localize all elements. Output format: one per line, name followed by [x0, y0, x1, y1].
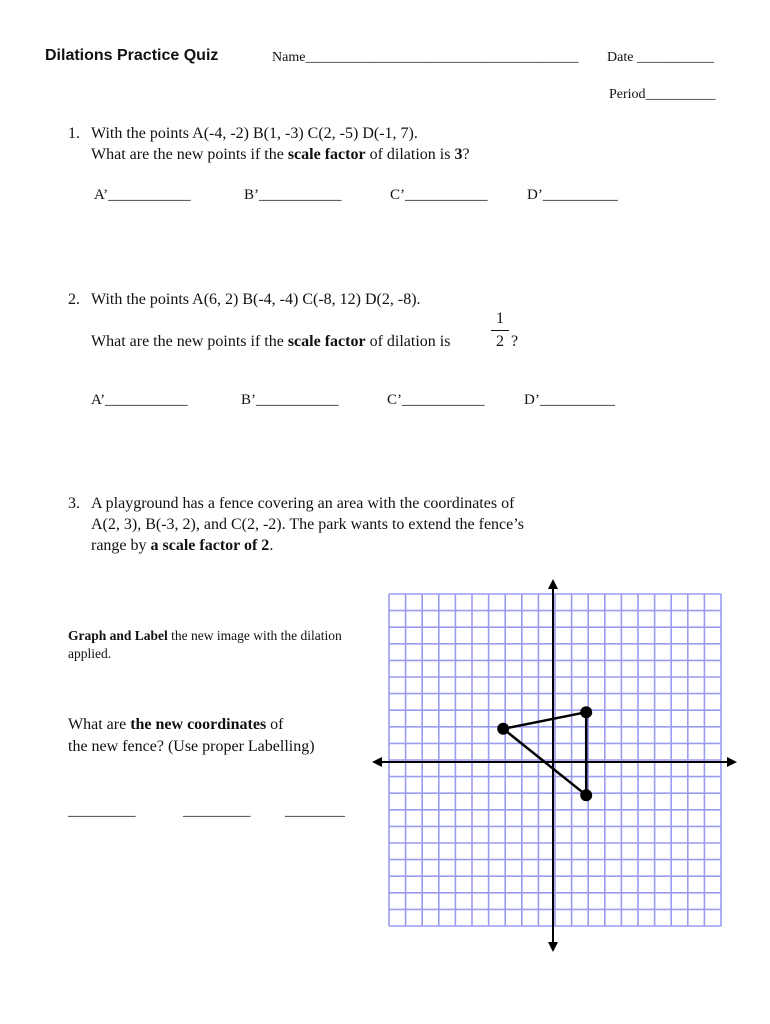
quiz-title: Dilations Practice Quiz: [45, 47, 219, 64]
vertex-point-c: [580, 789, 592, 801]
q1-answer-c[interactable]: C’___________: [390, 187, 488, 203]
name-blank[interactable]: _______________________________________: [305, 50, 579, 65]
graph-instructions: Graph and Label the new image with the dilation applied.: [68, 628, 342, 661]
q2-answer-a[interactable]: A’___________: [91, 392, 188, 408]
period-label: Period: [609, 87, 646, 102]
q2-answer-d[interactable]: D’__________: [524, 392, 615, 408]
coord-blank-2[interactable]: _________: [183, 803, 251, 819]
q1-answer-a[interactable]: A’___________: [94, 187, 191, 203]
triangle-figure: [497, 706, 592, 801]
q1-line2: What are the new points if the scale factor of dilation is 3?: [91, 146, 470, 163]
fraction-denominator: 2: [496, 333, 504, 350]
coord-blank-3[interactable]: ________: [285, 803, 345, 819]
y-axis-arrow-up: [548, 579, 558, 589]
date-blank[interactable]: ___________: [636, 50, 714, 65]
q2-line2: What are the new points if the scale factor of dilation is: [91, 333, 451, 350]
x-axis-arrow-right: [727, 757, 737, 767]
q3-number: 3.: [68, 495, 80, 512]
q2-question-mark: ?: [511, 333, 519, 350]
vertex-point-a: [580, 706, 592, 718]
fraction-numerator: 1: [496, 310, 504, 327]
q2-answer-c[interactable]: C’___________: [387, 392, 485, 408]
coord-blank-1[interactable]: _________: [68, 803, 136, 819]
date-label: Date: [607, 50, 634, 65]
period-blank[interactable]: __________: [645, 87, 716, 102]
x-axis-arrow-left: [372, 757, 382, 767]
q1-line1: With the points A(-4, -2) B(1, -3) C(2, -5) D(-1, 7).: [91, 125, 418, 142]
q3-line1: A playground has a fence covering an area with the coordinates of: [91, 495, 515, 512]
name-label: Name: [272, 50, 306, 65]
grid-lines: [389, 594, 721, 926]
q2-number: 2.: [68, 291, 80, 308]
vertex-point-b: [497, 723, 509, 735]
q3-line3: range by a scale factor of 2.: [91, 537, 274, 554]
q2-answer-b[interactable]: B’___________: [241, 392, 339, 408]
coords-question: What are the new coordinates of the new fence? (Use proper Labelling): [68, 716, 315, 755]
q1-number: 1.: [68, 125, 80, 142]
q3-line2: A(2, 3), B(-3, 2), and C(2, -2). The park wants to extend the fence’s: [91, 516, 524, 533]
q2-line1: With the points A(6, 2) B(-4, -4) C(-8, 12) D(2, -8).: [91, 291, 421, 308]
q1-answer-b[interactable]: B’___________: [244, 187, 342, 203]
y-axis-arrow-down: [548, 942, 558, 952]
q1-answer-d[interactable]: D’__________: [527, 187, 618, 203]
